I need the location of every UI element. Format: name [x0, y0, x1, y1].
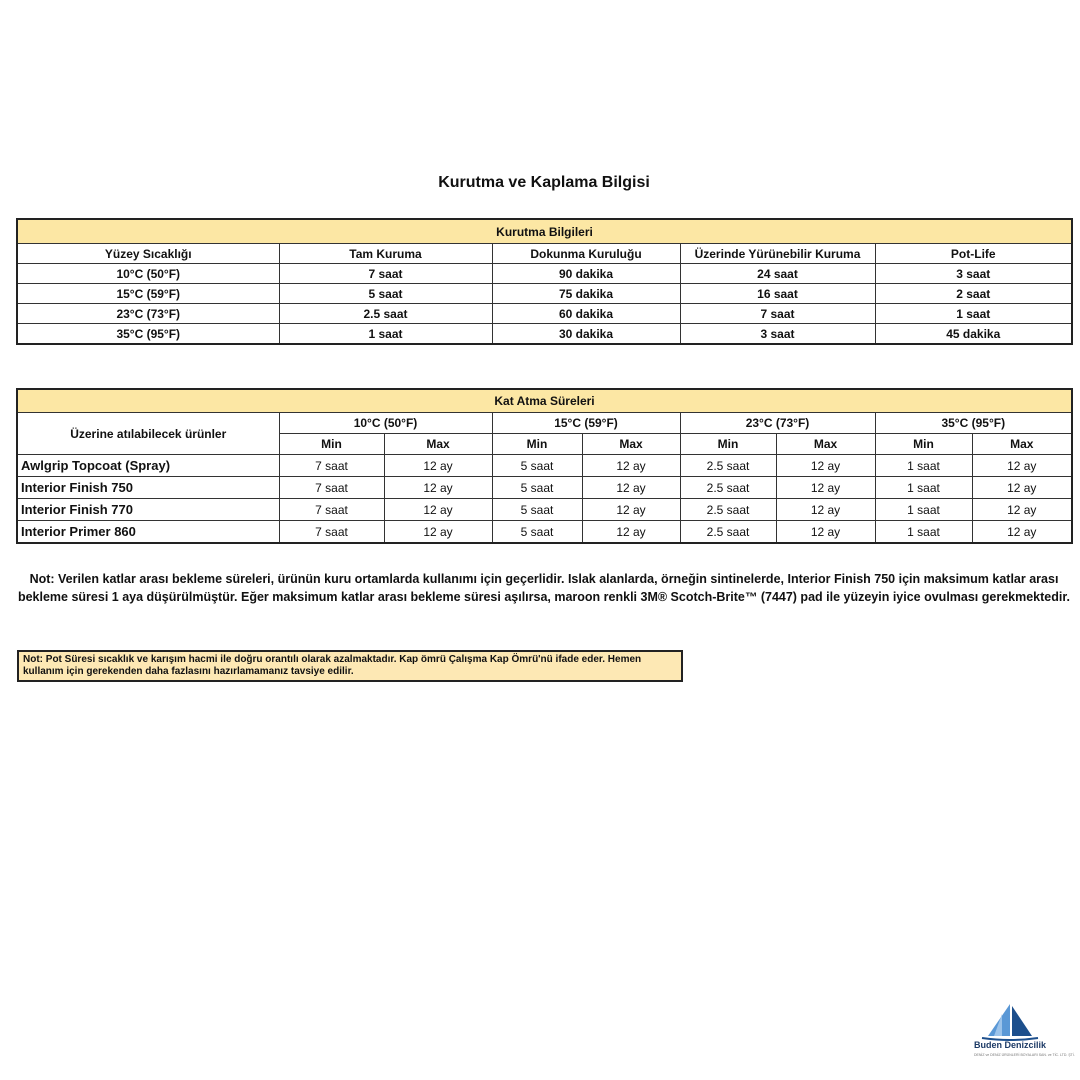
- table-cell: 2.5 saat: [279, 304, 492, 324]
- table-cell: 12 ay: [972, 499, 1072, 521]
- table-cell: 10°C (50°F): [17, 264, 279, 284]
- max-header: Max: [972, 434, 1072, 455]
- sailboat-icon: [974, 1002, 1046, 1042]
- table-cell: 1 saat: [875, 499, 972, 521]
- table-cell: 1 saat: [875, 521, 972, 544]
- drying-table: [16, 218, 1073, 345]
- table-row: [17, 521, 1072, 544]
- table-cell: 12 ay: [384, 521, 492, 544]
- table-cell: 12 ay: [776, 477, 875, 499]
- company-logo: [974, 1002, 1075, 1072]
- table-cell: 60 dakika: [492, 304, 680, 324]
- table-cell: 5 saat: [492, 455, 582, 477]
- table-row: [17, 324, 1072, 345]
- table-cell: 75 dakika: [492, 284, 680, 304]
- table-cell: 1 saat: [875, 477, 972, 499]
- table-cell: 12 ay: [384, 477, 492, 499]
- table-cell: 12 ay: [972, 455, 1072, 477]
- pot-life-note: Not: Pot Süresi sıcaklık ve karışım hacmi ile doğru orantılı olarak azalmaktadır. Kap ömrü Çalışma Kap Ömrü'nü ifade eder. Hemen kullanım için gerekenden daha fazlasını hazırlamamanız tavsiye edilir.: [17, 650, 683, 682]
- min-header: Min: [680, 434, 776, 455]
- table-row: [17, 304, 1072, 324]
- table-cell: 2.5 saat: [680, 477, 776, 499]
- table-cell: 30 dakika: [492, 324, 680, 345]
- table-cell: 7 saat: [279, 455, 384, 477]
- table-cell: 5 saat: [492, 477, 582, 499]
- table-cell: 90 dakika: [492, 264, 680, 284]
- table-cell: 1 saat: [875, 304, 1072, 324]
- recoat-table: [16, 388, 1073, 544]
- table-cell: 1 saat: [279, 324, 492, 345]
- table-cell: 16 saat: [680, 284, 875, 304]
- table-cell: 12 ay: [972, 521, 1072, 544]
- table-cell: 12 ay: [384, 455, 492, 477]
- table-cell: 12 ay: [776, 499, 875, 521]
- max-header: Max: [384, 434, 492, 455]
- table-cell: 7 saat: [279, 499, 384, 521]
- product-name: Interior Primer 860: [17, 521, 279, 544]
- temperature-header: 15°C (59°F): [492, 413, 680, 434]
- table-cell: 5 saat: [492, 499, 582, 521]
- drying-table-title: Kurutma Bilgileri: [17, 219, 1072, 244]
- product-name: Interior Finish 770: [17, 499, 279, 521]
- page-title: Kurutma ve Kaplama Bilgisi: [438, 174, 650, 191]
- table-cell: 15°C (59°F): [17, 284, 279, 304]
- column-header: Tam Kuruma: [279, 244, 492, 264]
- table-row: [17, 264, 1072, 284]
- table-cell: 7 saat: [279, 477, 384, 499]
- table-cell: 12 ay: [776, 455, 875, 477]
- column-header: Yüzey Sıcaklığı: [17, 244, 279, 264]
- table-cell: 12 ay: [776, 521, 875, 544]
- column-header: Üzerinde Yürünebilir Kuruma: [680, 244, 875, 264]
- table-cell: 3 saat: [680, 324, 875, 345]
- table-cell: 12 ay: [582, 477, 680, 499]
- min-header: Min: [875, 434, 972, 455]
- table-cell: 3 saat: [875, 264, 1072, 284]
- table-cell: 12 ay: [582, 455, 680, 477]
- table-cell: 5 saat: [279, 284, 492, 304]
- min-header: Min: [492, 434, 582, 455]
- table-cell: 7 saat: [279, 521, 384, 544]
- temperature-header: 23°C (73°F): [680, 413, 875, 434]
- product-name: Interior Finish 750: [17, 477, 279, 499]
- max-header: Max: [582, 434, 680, 455]
- logo-name: Buden Denizcilik: [974, 1040, 1047, 1050]
- table-cell: 2 saat: [875, 284, 1072, 304]
- column-header: Pot-Life: [875, 244, 1072, 264]
- table-cell: 2.5 saat: [680, 521, 776, 544]
- recoat-note: Not: Verilen katlar arası bekleme süreleri, ürünün kuru ortamlarda kullanımı için geçerlidir. Islak alanlarda, örneğin sintinelerde, Interior Finish 750 için maksimum katlar arası bekleme süresi 1 aya düşürülmüştür. Eğer maksimum katlar arası bekleme süresi aşılırsa, maroon renkli 3M® Scotch-Brite™ (7447) pad ile yüzeyin iyice ovulması gerekmektedir.: [17, 572, 1071, 604]
- table-cell: 1 saat: [875, 455, 972, 477]
- max-header: Max: [776, 434, 875, 455]
- table-cell: 7 saat: [279, 264, 492, 284]
- table-cell: 23°C (73°F): [17, 304, 279, 324]
- table-cell: 12 ay: [582, 521, 680, 544]
- table-cell: 24 saat: [680, 264, 875, 284]
- table-cell: 5 saat: [492, 521, 582, 544]
- temperature-header: 10°C (50°F): [279, 413, 492, 434]
- product-name: Awlgrip Topcoat (Spray): [17, 455, 279, 477]
- temperature-header: 35°C (95°F): [875, 413, 1072, 434]
- table-cell: 7 saat: [680, 304, 875, 324]
- table-cell: 35°C (95°F): [17, 324, 279, 345]
- table-row: [17, 477, 1072, 499]
- table-cell: 12 ay: [972, 477, 1072, 499]
- table-cell: 45 dakika: [875, 324, 1072, 345]
- table-cell: 12 ay: [384, 499, 492, 521]
- logo-subtitle: DENİZ ve DENİZ ÜRÜNLERİ BOYALARI SAN. ve TİC. LTD. ŞTİ.: [974, 1053, 1075, 1057]
- table-row: [17, 455, 1072, 477]
- min-header: Min: [279, 434, 384, 455]
- table-cell: 2.5 saat: [680, 455, 776, 477]
- table-cell: 2.5 saat: [680, 499, 776, 521]
- table-row: [17, 499, 1072, 521]
- products-column-header: Üzerine atılabilecek ürünler: [17, 413, 279, 455]
- recoat-table-title: Kat Atma Süreleri: [17, 389, 1072, 413]
- column-header: Dokunma Kuruluğu: [492, 244, 680, 264]
- table-row: [17, 284, 1072, 304]
- table-cell: 12 ay: [582, 499, 680, 521]
